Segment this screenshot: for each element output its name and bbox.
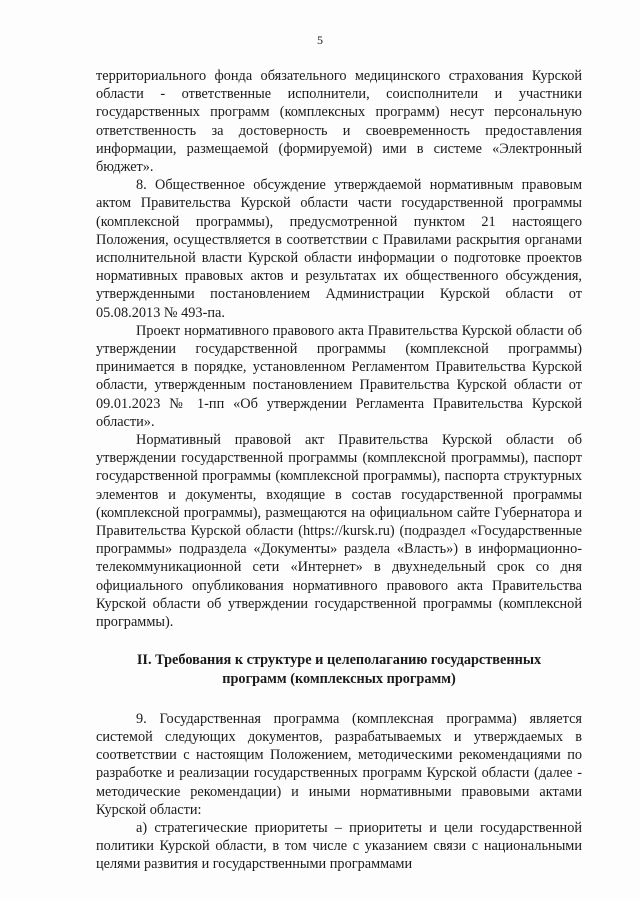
paragraph-publication: Нормативный правовой акт Правительства Курской области об утверждении государственной программы (комплексной программы), паспорт государственной программы (комплексной программы), паспорта структурных элементов и документы, входящие в состав государственной программы (комплексной программы), размещаются на официальном сайте Губернатора и Правительства Курской области (https://kursk.ru) (подраздел «Государственные программы» подраздела «Документы» раздела «Власть») в информационно-телекоммуникационной сети «Интернет» в двухнедельный срок со дня официального опубликования нормативного правового акта Правительства Курской области об утверждении государственной программы (комплексной программы). [96,432,582,631]
section-heading-line-2: программ (комплексных программ) [222,670,456,687]
paragraph-continuation: территориального фонда обязательного медицинского страхования Курской области - ответственные исполнители, соисполнители и участники государственных программ (комплексных программ) несут персональную ответственность за достоверность и своевременность предоставления информации, размещаемой (формируемой) ими в системе «Электронный бюджет». [96,68,582,176]
section-heading [96,651,582,687]
paragraph-item-9: 9. Государственная программа (комплексная программа) является системой следующих документов, разрабатываемых и утверждаемых в соответствии с настоящим Положением, методическими рекомендациями по разработке и реализации государственных программ Курской области (далее - методические рекомендации) и иными нормативными правовыми актами Курской области: [96,710,582,818]
paragraph-draft-act: Проект нормативного правового акта Правительства Курской области об утверждении государственной программы (комплексной программы) принимается в порядке, установленном Регламентом Правительства Курской области, утвержденным постановлением Правительства Курской области от 09.01.2023 № 1-пп «Об утверждении Регламента Правительства Курской области». [96,322,582,430]
paragraph-item-8: 8. Общественное обсуждение утверждаемой нормативным правовым актом Правительства Курской области части государственной программы (комплексной программы), предусмотренной пунктом 21 настоящего Положения, осуществляется в соответствии с Правилами раскрытия органами исполнительной власти Курской области информации о подготовке проектов нормативных правовых актов и результатах их общественного обсуждения, утвержденными постановлением Администрации Курской области от 05.08.2013 № 493-па. [96,177,582,321]
section-heading-line-1: II. Требования к структуре и целеполаганию государственных [136,652,542,669]
document-body [96,67,582,874]
page-number: 5 [317,33,323,47]
paragraph-subitem-a: а) стратегические приоритеты – приоритеты и цели государственной политики Курской области, в том числе с указанием связи с национальными целями развития и государственными программами [96,819,582,873]
